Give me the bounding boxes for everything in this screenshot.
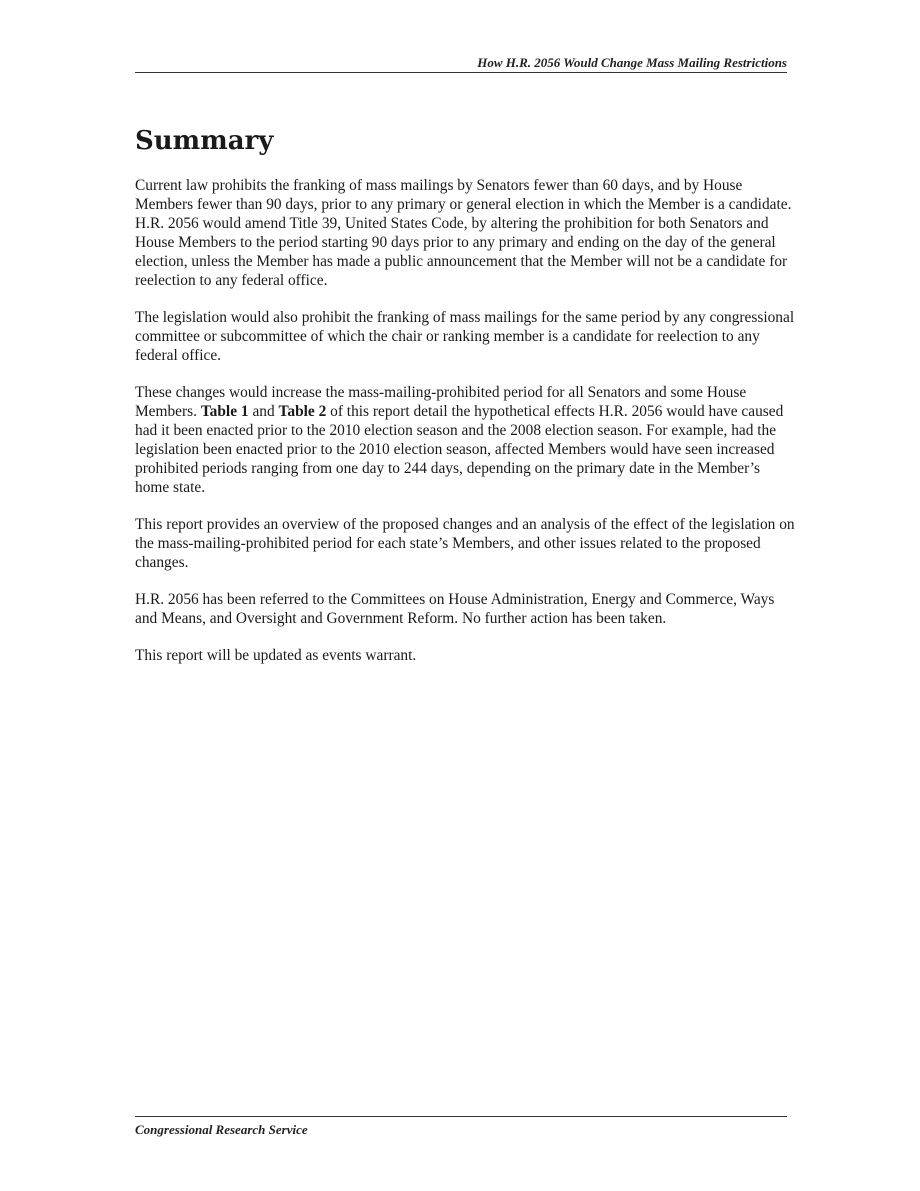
paragraph-referral: H.R. 2056 has been referred to the Committees on House Administration, Energy and Commerce, Ways and Means, and Oversight and Government Reform. No further action has been taken. — [135, 591, 775, 627]
page-title: Summary — [135, 126, 274, 156]
paragraph-update-note: This report will be updated as events warrant. — [135, 647, 417, 664]
table-1-reference: Table 1 — [200, 403, 249, 420]
paragraph-committee-prohibition: The legislation would also prohibit the franking of mass mailings for the same period by any congressional committee or subcommittee of which the chair or ranking member is a candidate for reelection to any federal office. — [135, 309, 795, 364]
paragraph-current-law: Current law prohibits the franking of mass mailings by Senators fewer than 60 days, and by House Members fewer than 90 days, prior to any primary or general election in which the Member is a candidate. H.R. 2056 would amend Title 39, United States Code, by altering the prohibition for both Senators and House Members to the period starting 90 days prior to any primary and ending on the day of the general election, unless the Member has made a public announcement that the Member will not be a candidate for reelection to any federal office. — [135, 177, 792, 289]
table-2-reference: Table 2 — [278, 403, 327, 420]
paragraph-changes — [135, 383, 795, 497]
paragraph-changes-text-1: These changes would increase the mass-mailing-prohibited period for all Senators and some House Members. — [135, 384, 747, 420]
running-footer: Congressional Research Service — [135, 1116, 787, 1139]
paragraph-changes-text-2: and — [248, 403, 279, 420]
paragraph-changes-text-3: of this report detail the hypothetical effects H.R. 2056 would have caused had it been enacted prior to the 2010 election season and the 2008 election season. For example, had the legislation been enacted prior to the 2010 election season, affected Members would have seen increased prohibited periods ranging from one day to 244 days, depending on the primary date in the Member’s home state. — [135, 403, 784, 496]
running-header: How H.R. 2056 Would Change Mass Mailing Restrictions — [135, 54, 787, 73]
summary-body — [135, 176, 795, 683]
paragraph-overview: This report provides an overview of the proposed changes and an analysis of the effect of the legislation on the mass-mailing-prohibited period for each state’s Members, and other issues related to the proposed changes. — [135, 516, 795, 571]
